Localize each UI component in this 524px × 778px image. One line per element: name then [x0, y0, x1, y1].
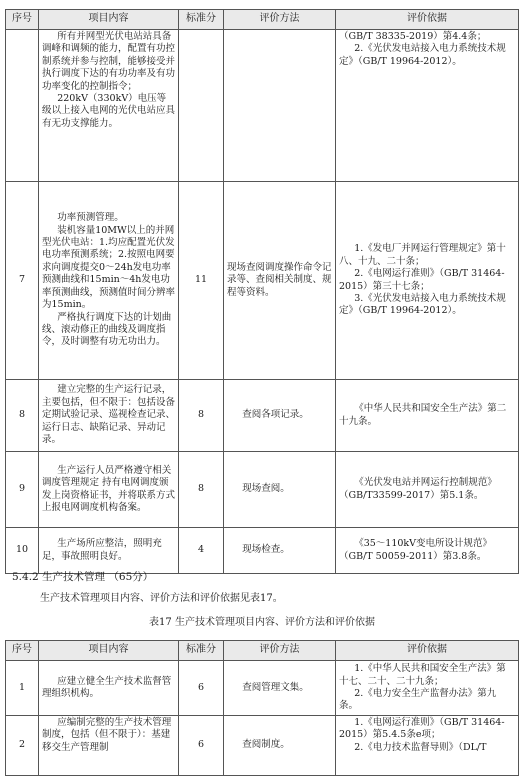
row-content: 建立完整的生产运行记录，主要包括，但不限于：包括设备定期试验记录、巡视检查记录、运行日志、缺陷记录、异动记录。 — [39, 380, 179, 452]
row-content — [39, 182, 179, 380]
header-score: 标准分 — [179, 641, 224, 661]
table-row — [6, 182, 519, 380]
row-content: 应建立健全生产技术监督管理组织机构。 — [39, 661, 179, 716]
row-method: 现场查阅调度操作命令记录等、查阅相关制度、规程等资料。 — [224, 182, 336, 380]
content-line: 严格执行调度下达的计划曲线、滚动修正的曲线及调度指令，及时调整有功无功出力。 — [42, 311, 172, 348]
row-content — [39, 30, 179, 182]
row-content: 生产场所应整洁，照明充足，事故照明良好。 — [39, 528, 179, 574]
row-number: 10 — [6, 528, 39, 574]
basis-line: 1.《电网运行准则》（GB/T 31464-2015）第5.4.5条e项； — [339, 717, 505, 741]
basis-line: 2.《电力技术监督导则》（DL/T — [354, 741, 487, 753]
header-no: 序号 — [6, 10, 39, 30]
table-header-row — [6, 10, 519, 30]
row-method: 查阅各项记录。 — [224, 380, 336, 452]
row-basis — [336, 30, 519, 182]
row-number — [6, 30, 39, 182]
table-caption: 表17 生产技术管理项目内容、评价方法和评价依据 — [149, 617, 375, 628]
header-content: 项目内容 — [39, 10, 179, 30]
row-score: 6 — [179, 661, 224, 716]
row-content: 生产运行人员严格遵守相关调度管理规定 持有电网调度颁发上岗资格证书，并将联系方式上报电网调度机构备案。 — [39, 452, 179, 528]
table-row — [6, 661, 519, 716]
basis-line: 2.《电力安全生产监督办法》第九条。 — [339, 688, 497, 712]
row-method: 现场检查。 — [224, 528, 336, 574]
row-score: 8 — [179, 452, 224, 528]
table-row — [6, 452, 519, 528]
row-basis: 《35～110kV变电所设计规范》（GB/T 50059-2011）第3.8条。 — [336, 528, 519, 574]
row-number: 9 — [6, 452, 39, 528]
header-no: 序号 — [6, 641, 39, 661]
basis-line: 2.《光伏发电站接入电力系统技术规定》（GB/T 19964-2012）。 — [339, 43, 506, 67]
row-basis — [336, 716, 519, 776]
intro-paragraph: 生产技术管理项目内容、评价方法和评价依据见表17。 — [40, 593, 283, 604]
assessment-table-top — [5, 9, 519, 574]
row-basis: 《中华人民共和国安全生产法》第二十九条。 — [336, 380, 519, 452]
section-heading: 5.4.2 生产技术管理 （65分） — [12, 571, 154, 583]
row-method: 查阅制度。 — [224, 716, 336, 776]
header-method: 评价方法 — [224, 10, 336, 30]
header-score: 标准分 — [179, 10, 224, 30]
row-score: 4 — [179, 528, 224, 574]
basis-line: 1.《发电厂并网运行管理规定》第十八、十九、二十条； — [339, 243, 506, 267]
row-score: 11 — [179, 182, 224, 380]
content-line: 220kV（330kV）电压等级以上接入电网的光伏电站应具有无功支撑能力。 — [42, 93, 176, 129]
basis-line: 2.《电网运行准则》（GB/T 31464-2015）第三十七条； — [339, 268, 505, 292]
table-row — [6, 380, 519, 452]
row-score — [179, 30, 224, 182]
table-row — [6, 30, 519, 182]
basis-line: （GB/T 38335-2019）第4.4条； — [339, 31, 487, 42]
row-score: 8 — [179, 380, 224, 452]
row-number: 2 — [6, 716, 39, 776]
row-number: 8 — [6, 380, 39, 452]
table-header-row — [6, 641, 519, 661]
header-content: 项目内容 — [39, 641, 179, 661]
header-method: 评价方法 — [224, 641, 336, 661]
row-method — [224, 30, 336, 182]
row-content: 应编制完整的生产技术管理制度，包括（但不限于）：基建移交生产管理制 — [39, 716, 179, 776]
table-row — [6, 528, 519, 574]
header-basis: 评价依据 — [336, 641, 519, 661]
table-row — [6, 716, 519, 776]
assessment-table-bottom — [5, 640, 519, 776]
content-line: 所有并网型光伏电站站具备调峰和调频的能力，配置有功控制系统并参与控制，能够接受并执行调度下达的有功功率及有功功率变化的控制指令； — [42, 31, 176, 92]
content-line: 装机容量10MW以上的并网型光伏电站：1.均应配置光伏发电功率预测系统；2.按照电网要求向调度提交0～24h发电功率预测曲线和15min～4h发电功率预测曲线，预测值时间分辨率为15min。 — [42, 224, 176, 311]
row-number: 1 — [6, 661, 39, 716]
row-basis — [336, 182, 519, 380]
row-score: 6 — [179, 716, 224, 776]
basis-line: 3.《光伏发电站接入电力系统技术规定》（GB/T 19964-2012）。 — [339, 292, 506, 317]
row-basis — [336, 661, 519, 716]
header-basis: 评价依据 — [336, 10, 519, 30]
content-line: 功率预测管理。 — [57, 212, 124, 224]
basis-line: 1.《中华人民共和国安全生产法》第十七、二十、二十九条； — [339, 663, 506, 687]
row-method: 查阅管理文集。 — [224, 661, 336, 716]
row-number: 7 — [6, 182, 39, 380]
row-method: 现场查阅。 — [224, 452, 336, 528]
row-basis: 《光伏发电站并网运行控制规范》（GB/T33599-2017）第5.1条。 — [336, 452, 519, 528]
